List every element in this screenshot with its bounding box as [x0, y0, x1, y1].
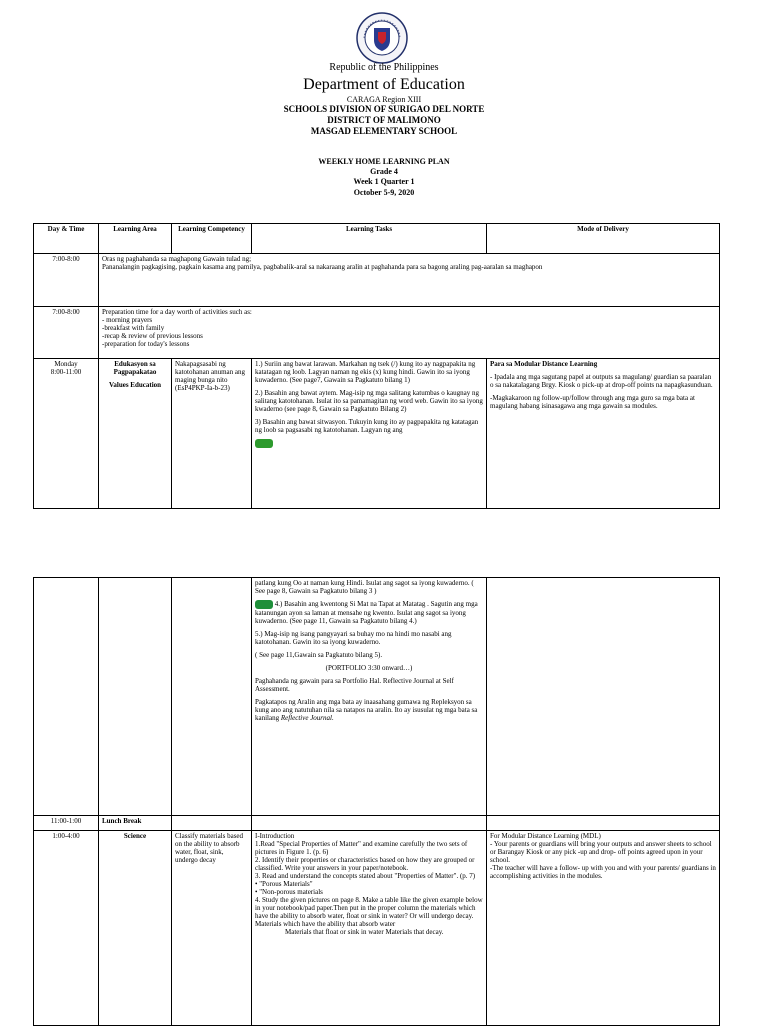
- plan-title: WEEKLY HOME LEARNING PLAN: [318, 157, 450, 166]
- row-tasks: [252, 359, 487, 509]
- table-row: [34, 307, 720, 359]
- week-label: Week 1 Quarter 1: [353, 177, 415, 186]
- mode-item: - Ipadala ang mga sagutang papel at outputs sa magulang/ guardian sa paaralan o sa nakatalagang Brgy. Kiosk o pick-up at drop-off points na napagkasunduan.: [490, 373, 713, 389]
- mode-title: Para sa Modular Distance Learning: [490, 360, 598, 368]
- deped-seal-icon: [356, 12, 408, 64]
- row-tasks: [252, 816, 487, 831]
- row-competency: [172, 578, 252, 816]
- region-label: CARAGA Region XIII: [346, 95, 422, 104]
- row-activity-line: -preparation for today's lessons: [102, 340, 190, 348]
- task-item: 2. Identify their properties or characteristics based on how they are grouped or classified. Write your answers in your paper/notebook.: [255, 856, 475, 872]
- portfolio-text: Paghahanda ng gawain para sa Portfolio Hal. Reflective Journal at Self Assessment.: [255, 677, 454, 693]
- row-competency: Classify materials based on the ability to absorb water, float, sink, undergo decay: [172, 831, 252, 1026]
- row-activity-line: -breakfast with family: [102, 324, 165, 332]
- district-label: DISTRICT OF MALIMONO: [327, 115, 441, 125]
- row-mode: [487, 578, 720, 816]
- row-time: 1:00-4:00: [34, 831, 99, 1026]
- republic-label: Republic of the Philippines: [329, 62, 439, 73]
- mode-item: -Magkakaroon ng follow-up/follow through ang mga guro sa mga bata at magulang habang isinasagawa ang mga gawain sa modules.: [490, 394, 695, 410]
- task-item: 1.) Suriin ang bawat larawan. Markahan ng tsek (/) kung ito ay nagpapakita ng katatagan ng loob. Lagyan naman ng ekis (x) kung hindi. Gawin ito sa iyong kuwaderno. (See page7, Gawain sa Pagkatuto bilang 1): [255, 360, 476, 384]
- division-label: SCHOOLS DIVISION OF SURIGAO DEL NORTE: [283, 104, 485, 114]
- task-text: 4.) Basahin ang kwentong Si Mat na Tapat at Matatag . Sagutin ang mga katanungan ayon sa laman at mensahe ng kwento. Isulat ang sagot sa iyong kuwaderno. (See page 11, Gawain sa Pagkatuto bilang 4.): [255, 600, 478, 625]
- row-activity-line: -recap & review of previous lessons: [102, 332, 203, 340]
- task-item: 4. Study the given pictures on page 8. Make a table like the given example below in your notebook/pad paper.Then put in the proper column the materials which have the ability to absorb water, float or sink in water? Or will undergo decay.: [255, 896, 483, 920]
- table-row: [34, 816, 720, 831]
- learning-plan-table-1: [33, 223, 720, 509]
- task-item: 2.) Basahin ang bawat aytem. Mag-isip ng mga salitang katumbas o kaugnay ng salitang katotohanan. Isulat ito sa pamamagitan ng word web. Gawin ito sa iyong kwaderno (see page 8, Gawain sa Pagkatuto Bilang 2): [255, 389, 483, 413]
- table-row: [34, 254, 720, 307]
- row-activity-line: Preparation time for a day worth of activities such as:: [102, 308, 252, 316]
- department-title: Department of Education: [303, 76, 465, 93]
- header-learning-competency: Learning Competency: [172, 224, 252, 254]
- row-mode: [487, 816, 720, 831]
- header-day-time: Day & Time: [34, 224, 99, 254]
- grade-label: Grade 4: [370, 167, 398, 176]
- task-item: patlang kung Oo at naman kung Hindi. Isulat ang sagot sa iyong kuwaderno. ( See page 8, Gawain sa Pagkatuto bilang 3 ): [255, 579, 474, 595]
- task-item: 3. Read and understand the concepts stated about "Properties of Matter". (p. 7): [255, 872, 476, 880]
- task-item: 5.) Mag-isip ng isang pangyayari sa buhay mo na hindi mo nasabi ang katotohanan. Gawin ito sa iyong kuwaderno.: [255, 630, 452, 646]
- task-item: • "Non-porous materials: [255, 888, 323, 896]
- row-time: 11:00-1:00: [34, 816, 99, 831]
- table-header-row: [34, 224, 720, 254]
- row-learning-area: [99, 578, 172, 816]
- row-time: 7:00-8:00: [34, 254, 99, 307]
- header-learning-area: Learning Area: [99, 224, 172, 254]
- row-activity-line: - morning prayers: [102, 316, 153, 324]
- header-learning-tasks: Learning Tasks: [252, 224, 487, 254]
- row-mode: [487, 359, 720, 509]
- reflection-main: Pagkatapos ng Aralin ang mga bata ay inaasahang gumawa ng Repleksyon sa kung ano ang natutuhan nila sa natapos na aralin. Ito ay isusulat ng mga bata sa kanilang: [255, 698, 478, 722]
- row-tasks: [252, 578, 487, 816]
- learning-area-name: Edukasyon sa Pagpapakatao: [113, 360, 157, 376]
- school-label: MASGAD ELEMENTARY SCHOOL: [310, 126, 458, 136]
- row-activity-line: Oras ng paghahanda sa maghapong Gawain tulad ng;: [102, 255, 252, 263]
- task-item: I-Introduction: [255, 832, 295, 840]
- mode-item: - Your parents or guardians will bring your outputs and answer sheets to school or Barangay Kiosk or any pick -up and drop- off points agreed upon in your school.: [490, 840, 712, 864]
- learning-area-name: Values Education: [108, 381, 162, 389]
- task-item: 1.Read "Special Properties of Matter" and examine carefully the two sets of pictures in Figure 1. (p. 6): [255, 840, 468, 856]
- task-item: • "Porous Materials": [255, 880, 313, 888]
- thumbs-up-icon: [255, 439, 273, 448]
- task-item: ( See page 11,Gawain sa Pagkatuto bilang 5).: [255, 651, 383, 659]
- row-time: [34, 578, 99, 816]
- table-row: [34, 578, 720, 816]
- task-item: 3) Basahin ang bawat sitwasyon. Tukuyin kung ito ay pagpapakita ng katatagan ng loob sa pagsasabi ng katotohanan. Lagyan ng ang: [255, 418, 479, 434]
- row-tasks: [252, 831, 487, 1026]
- thumbs-down-icon: [255, 600, 273, 609]
- task-item: Materials that float or sink in water Materials that decay.: [285, 928, 444, 936]
- lunch-label: Lunch Break: [99, 816, 172, 831]
- row-competency: [172, 816, 252, 831]
- row-learning-area: Science: [99, 831, 172, 1026]
- learning-plan-table-2: [33, 577, 720, 1026]
- row-learning-area: [99, 359, 172, 509]
- row-competency: Nakapagsasabi ng katotohanan anuman ang maging bunga nito (EsP4PKP-Ia-b-23): [172, 359, 252, 509]
- portfolio-label: (PORTFOLIO 3:30 onward…): [325, 664, 413, 672]
- row-time: 7:00-8:00: [34, 307, 99, 359]
- header-mode-of-delivery: Mode of Delivery: [487, 224, 720, 254]
- mode-item: -The teacher will have a follow- up with you and with your parents/ guardians in accomplishing activities in the modules.: [490, 864, 716, 880]
- row-mode: [487, 831, 720, 1026]
- mode-title: For Modular Distance Learning (MDL): [490, 832, 601, 840]
- task-item: Materials which have the ability that absorb water: [255, 920, 396, 928]
- table-row: [34, 359, 720, 509]
- task-item: [255, 600, 483, 625]
- row-activity-line: Pananalangin pagkagising, pagkain kasama ang pamilya, pagbabalik-aral sa nakaraang aralin at paghahanda para sa bagong araling pag-aaralan sa maghapon: [102, 263, 543, 271]
- row-activity: [99, 254, 720, 307]
- reflection-journal: Reflective Journal.: [280, 714, 334, 722]
- row-time: 8:00-11:00: [50, 368, 82, 376]
- table-row: [34, 831, 720, 1026]
- date-label: October 5-9, 2020: [353, 188, 415, 197]
- reflection-text: [255, 698, 483, 722]
- row-activity: [99, 307, 720, 359]
- row-day: Monday: [54, 360, 78, 368]
- row-day-time: [34, 359, 99, 509]
